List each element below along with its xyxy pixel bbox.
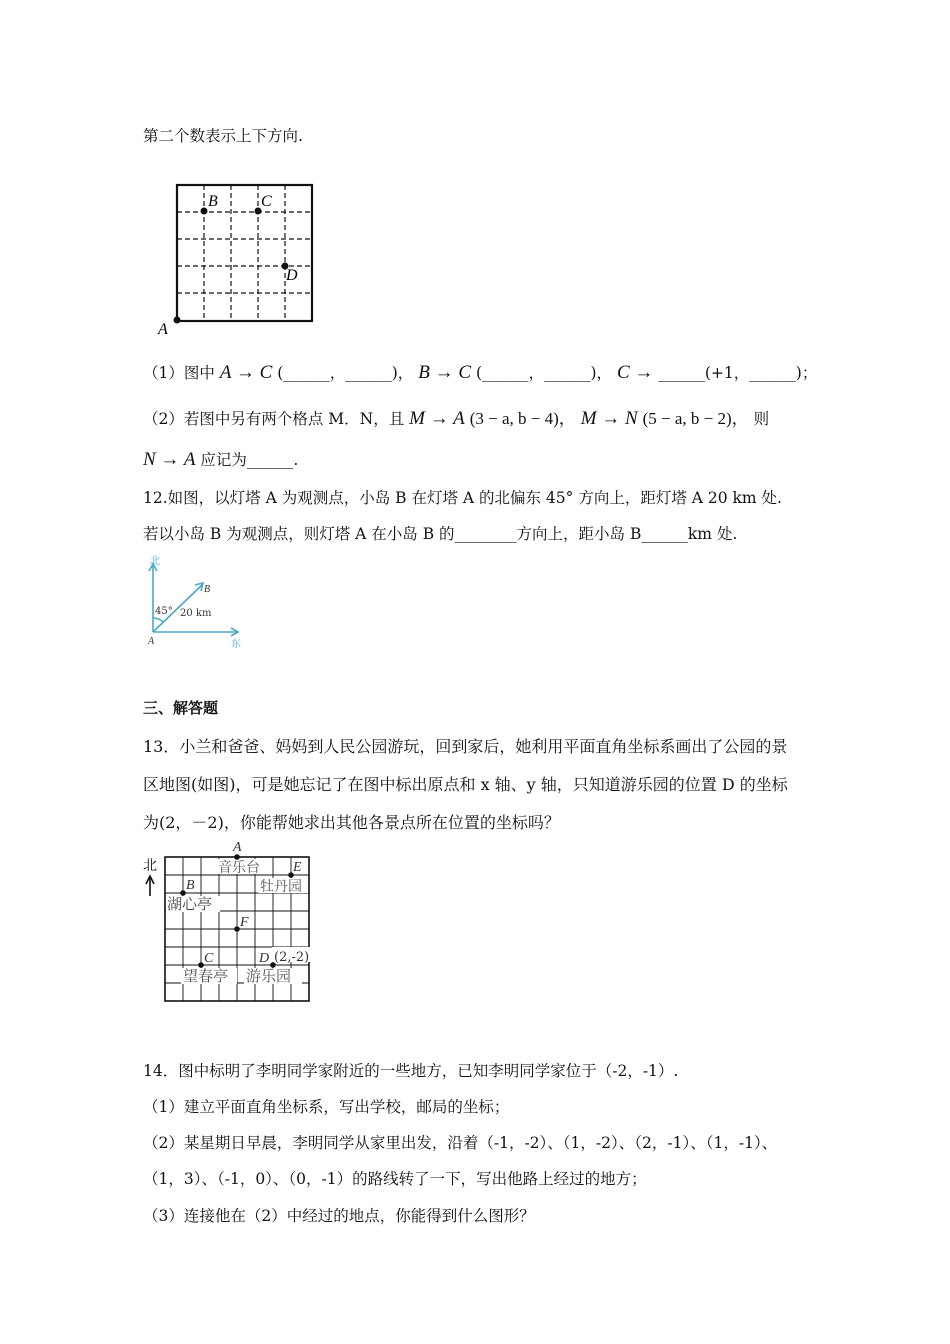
q11-1-blank-1: (______，______)， — [277, 364, 414, 382]
q11-2-text: （2）若图中另有两个格点 M．N，且 — [143, 410, 405, 428]
q11-part1 — [143, 361, 817, 384]
q11-part2-line2 — [143, 448, 298, 471]
q12-line1: 12.如图，以灯塔 A 为观测点，小岛 B 在灯塔 A 的北偏东 45° 方向上，距灯塔 A 20 km 处. — [143, 489, 782, 507]
q12-line2: 若以小岛 B 为观测点，则灯塔 A 在小岛 B 的________方向上，距小岛 B______km 处. — [143, 525, 738, 543]
q11-1-a-to-c: A → C — [219, 362, 273, 383]
section-heading: 三、解答题 — [143, 699, 219, 717]
q11-part2-line1 — [143, 404, 769, 430]
map-label-c: C — [204, 951, 214, 966]
map-north-label: 北 — [143, 858, 157, 874]
q11-2-n-to-a: N → A — [143, 449, 196, 470]
q11-1-blank-2: (______，______)， — [475, 364, 613, 382]
map-point-f — [234, 926, 240, 932]
intro-text: 第二个数表示上下方向. — [143, 127, 303, 145]
q11-1-b-to-c: B → C — [418, 362, 472, 383]
label-b: B — [208, 193, 218, 210]
map-label-music: 音乐台 — [218, 860, 260, 876]
map-point-a — [234, 854, 240, 860]
q11-1-num: （1）图中 — [143, 364, 215, 382]
q13-line3: 为(2，－2)，你能帮她求出其他各景点所在位置的坐标吗？ — [143, 813, 560, 832]
q11-2-m-to-n: M → N — [580, 408, 638, 429]
distance-label: 20 km — [180, 608, 212, 619]
map-label-e: E — [293, 860, 302, 875]
b-label: B — [204, 584, 211, 595]
q13-line1: 13．小兰和爸爸、妈妈到人民公园游玩，回到家后，她利用平面直角坐标系画出了公园的景 — [143, 737, 788, 756]
point-b — [201, 208, 208, 215]
angle-label: 45° — [155, 606, 173, 617]
q14-line5: （3）连接他在（2）中经过的地点，你能得到什么图形？ — [143, 1207, 535, 1225]
q11-2-m-to-a: M → A — [409, 408, 465, 429]
map-label-lake: 湖心亭 — [167, 895, 213, 913]
park-map — [140, 838, 330, 1008]
direction-figure — [140, 552, 250, 652]
map-label-f: F — [240, 915, 249, 930]
q11-2-m-to-n-val: (5 − a, b − 2)， — [642, 409, 749, 428]
label-a: A — [158, 321, 168, 338]
north-label: 北 — [150, 556, 160, 567]
q13-line2: 区地图(如图)，可是她忘记了在图中标出原点和 x 轴、y 轴，只知道游乐园的位置 D 的坐标 — [143, 775, 788, 794]
q14-line1: 14．图中标明了李明同学家附近的一些地方，已知李明同学家位于（-2，-1）. — [143, 1062, 679, 1080]
label-c: C — [261, 193, 272, 210]
map-label-b: B — [186, 878, 195, 893]
q11-2-tail: 应记为______. — [200, 451, 299, 469]
q11-1-c-blank: ______(+1，______)； — [658, 364, 818, 382]
q11-2-end: 则 — [753, 410, 770, 428]
map-label-peony: 牡丹园 — [260, 879, 302, 895]
map-label-amuse: 游乐园 — [246, 967, 292, 985]
q14-line4: （1，3）、（-1，0）、（0，-1）的路线转了一下，写出他路上经过的地方； — [143, 1170, 647, 1188]
q11-1-c-arrow: C → — [617, 362, 654, 383]
point-a — [174, 317, 181, 324]
map-label-a: A — [233, 840, 242, 855]
grid-figure-1 — [150, 180, 330, 340]
q11-2-m-to-a-val: (3 − a, b − 4)， — [469, 409, 576, 428]
q14-line2: （1）建立平面直角坐标系，写出学校，邮局的坐标； — [143, 1098, 510, 1116]
map-label-d: D — [259, 951, 270, 966]
label-d: D — [286, 267, 298, 284]
q14-line3: （2）某星期日早晨，李明同学从家里出发，沿着（-1，-2）、（1，-2）、（2，-1）、（1，-1）、 — [143, 1134, 778, 1152]
east-label: 东 — [231, 639, 241, 650]
a-label: A — [148, 636, 155, 647]
map-label-spring: 望春亭 — [183, 967, 229, 985]
map-label-dcoord: (2,-2) — [274, 950, 310, 965]
